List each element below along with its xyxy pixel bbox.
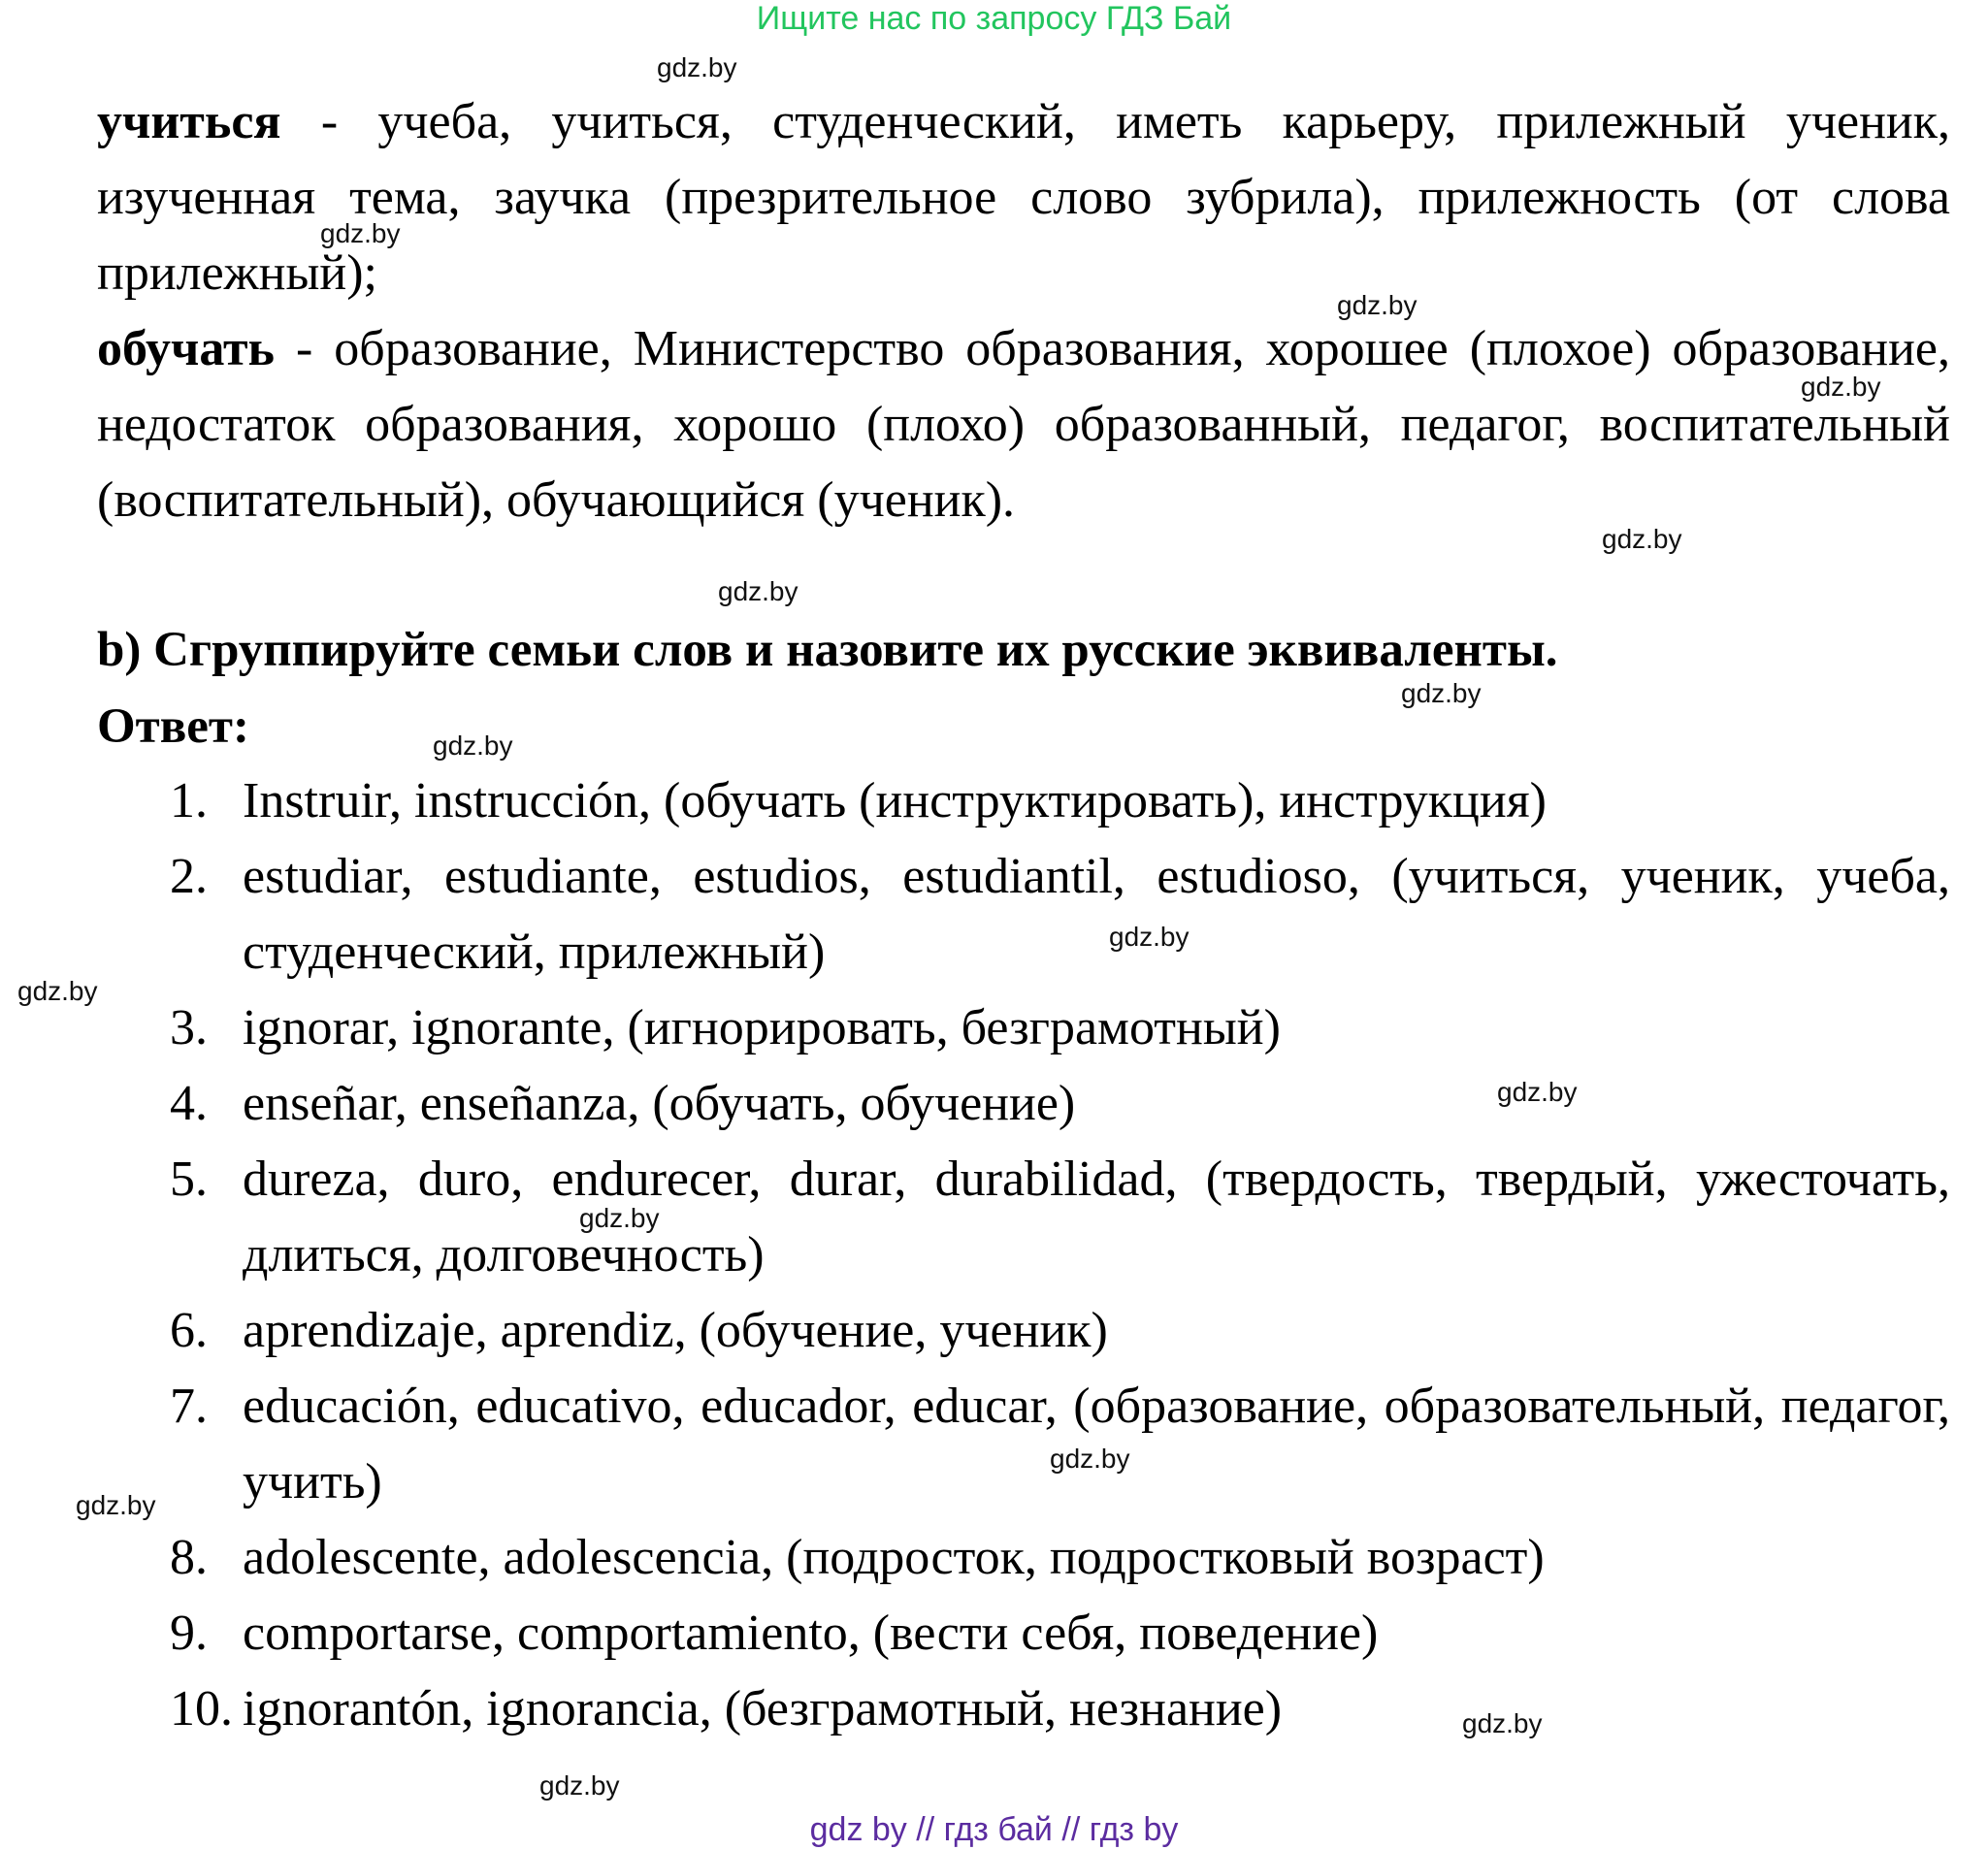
item-text: dureza, duro, endurecer, durar, durabilidad, (твердость, твердый, ужесточать, длиться, долговечность) [243, 1152, 1950, 1282]
definition-term: учиться [97, 94, 281, 149]
list-item [170, 763, 1950, 839]
watermark: gdz.by [1462, 1708, 1543, 1738]
item-text: comportarse, comportamiento, (вести себя, поведение) [243, 1606, 1379, 1661]
list-item [170, 1520, 1950, 1596]
watermark: gdz.by [1602, 524, 1682, 554]
list-item [170, 1142, 1950, 1293]
watermark: gdz.by [539, 1770, 620, 1801]
item-number: 6. [170, 1303, 208, 1358]
watermark: gdz.by [1497, 1077, 1578, 1107]
definition-text: - учеба, учиться, студенческий, иметь карьеру, прилежный ученик, изученная тема, заучка (презрительное слово зубрила), прилежность (от слова прилежный); [97, 94, 1950, 301]
item-text: enseñar, enseñanza, (обучать, обучение) [243, 1076, 1076, 1131]
watermark: gdz.by [1050, 1444, 1130, 1474]
item-text: ignorantón, ignorancia, (безграмотный, незнание) [243, 1681, 1283, 1736]
item-text: estudiar, estudiante, estudios, estudiantil, estudioso, (учиться, ученик, учеба, студенческий, прилежный) [243, 849, 1950, 980]
task-heading: b) Сгруппируйте семьи слов и назовите их русские эквиваленты. [97, 623, 1558, 677]
item-number: 8. [170, 1530, 208, 1585]
definition-term: обучать [97, 321, 276, 376]
item-text: ignorar, ignorante, (игнорировать, безграмотный) [243, 1000, 1281, 1055]
watermark: gdz.by [718, 576, 798, 606]
list-item [170, 1066, 1950, 1142]
item-number: 4. [170, 1076, 208, 1131]
list-item [170, 990, 1950, 1066]
watermark: gdz.by [433, 730, 513, 761]
watermark: gdz.by [17, 976, 98, 1006]
watermark: gdz.by [1801, 372, 1881, 402]
watermark: gdz.by [320, 218, 401, 248]
top-banner: Ищите нас по запросу ГДЗ Бай [756, 0, 1232, 37]
item-number: 1. [170, 773, 208, 828]
item-text: aprendizaje, aprendiz, (обучение, ученик) [243, 1303, 1108, 1358]
item-text: educación, educativo, educador, educar, (образование, образовательный, педагог, учить) [243, 1379, 1950, 1509]
answer-list [170, 763, 1950, 1747]
watermark: gdz.by [76, 1490, 156, 1520]
watermark: gdz.by [1109, 922, 1190, 952]
watermark: gdz.by [1337, 290, 1418, 320]
definition-paragraph-1 [97, 84, 1950, 311]
item-text: Instruir, instrucción, (обучать (инструктировать), инструкция) [243, 773, 1547, 828]
item-number: 9. [170, 1606, 208, 1661]
item-number: 5. [170, 1152, 208, 1207]
definition-paragraph-2 [97, 311, 1950, 538]
list-item [170, 1671, 1950, 1747]
watermark: gdz.by [657, 52, 737, 82]
item-number: 10. [170, 1681, 233, 1736]
list-item [170, 1293, 1950, 1369]
definition-text: - образование, Министерство образования, хорошее (плохое) образование, недостаток образования, хорошо (плохо) образованный, педагог, воспитательный (воспитательный), обучающийся (ученик). [97, 321, 1950, 528]
watermark: gdz.by [579, 1203, 660, 1233]
list-item [170, 839, 1950, 990]
item-number: 7. [170, 1379, 208, 1434]
item-text: adolescente, adolescencia, (подросток, подростковый возраст) [243, 1530, 1545, 1585]
footer: gdz by // гдз бай // гдз by [809, 1811, 1179, 1848]
watermark: gdz.by [1401, 678, 1482, 708]
list-item [170, 1596, 1950, 1671]
item-number: 3. [170, 1000, 208, 1055]
item-number: 2. [170, 849, 208, 904]
answer-label: Ответ: [97, 699, 249, 754]
